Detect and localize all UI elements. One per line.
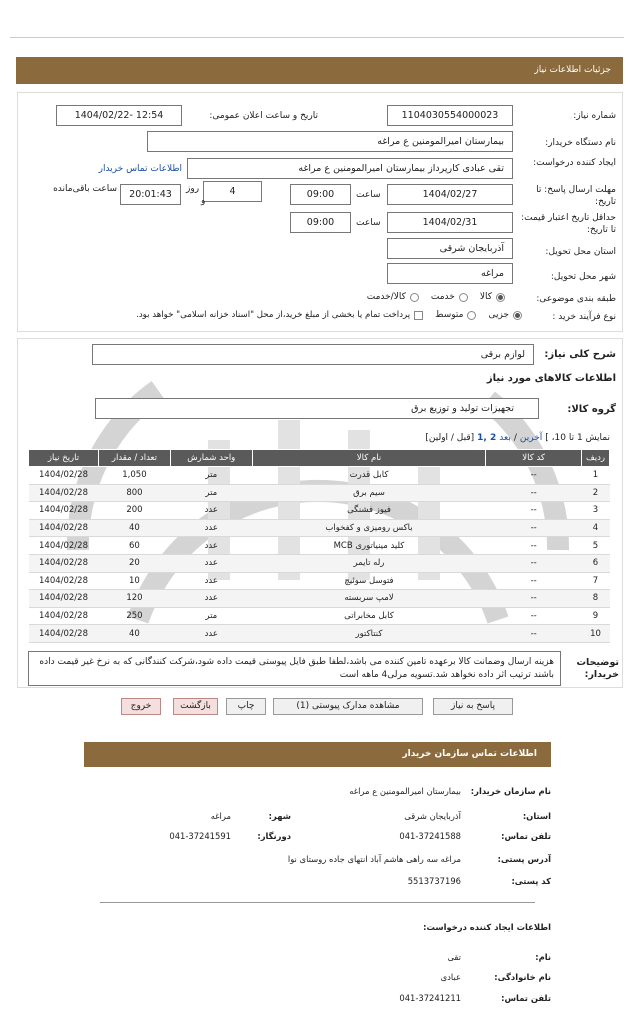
city-label: شهر محل تحویل: xyxy=(550,272,616,282)
contact-address-value: مراغه سه راهی هاشم آباد انتهای جاده روستای نوا xyxy=(287,854,461,864)
cell-unit: عدد xyxy=(170,625,252,643)
creator-info-title: اطلاعات ایجاد کننده درخواست: xyxy=(423,922,551,932)
cell-row-no: 7 xyxy=(582,572,610,590)
cell-unit: متر xyxy=(170,467,252,485)
top-divider xyxy=(10,37,624,38)
col-header-row-no: ردیف xyxy=(582,450,610,467)
buyer-org-field: بیمارستان امیرالمومنین ع مراغه xyxy=(147,131,513,152)
pagination-next-link[interactable]: بعد xyxy=(499,433,511,443)
validity-date-field: 1404/02/31 xyxy=(387,212,513,233)
buyer-contact-link[interactable]: اطلاعات تماس خریدار xyxy=(98,164,182,174)
cell-unit: متر xyxy=(170,607,252,625)
contact-city-value: مراغه xyxy=(210,811,231,821)
cell-row-no: 3 xyxy=(582,502,610,520)
remaining-label: ساعت باقی‌مانده xyxy=(53,184,117,194)
cell-name: کابل قدرت xyxy=(252,467,486,485)
cell-qty: 10 xyxy=(99,572,171,590)
cell-row-no: 5 xyxy=(582,537,610,555)
table-row xyxy=(29,484,610,502)
deadline-time-label: ساعت xyxy=(356,190,381,200)
cell-code: -- xyxy=(486,607,582,625)
print-button[interactable]: چاپ xyxy=(226,698,266,715)
cell-code: -- xyxy=(486,554,582,572)
summary-field: لوازم برقی xyxy=(92,344,534,365)
contact-title: اطلاعات تماس سازمان خریدار xyxy=(402,749,537,759)
pagination-pages[interactable]: 2 ,1 xyxy=(477,433,497,443)
col-header-unit: واحد شمارش xyxy=(170,450,252,467)
table-row xyxy=(29,502,610,520)
contact-province-value: آذربایجان شرقی xyxy=(404,811,461,821)
cell-unit: عدد xyxy=(170,502,252,520)
cell-code: -- xyxy=(486,502,582,520)
creator-name-value: تقی xyxy=(447,952,461,962)
table-row xyxy=(29,607,610,625)
table-row xyxy=(29,625,610,643)
view-attachments-button[interactable]: مشاهده مدارک پیوستی (1) xyxy=(273,698,423,715)
col-header-name: نام کالا xyxy=(252,450,486,467)
creator-field: تقی عبادی کارپرداز بیمارستان امیرالمومنین ع مراغه xyxy=(187,158,513,179)
need-number-field: 1104030554000023 xyxy=(387,105,513,126)
cell-row-no: 2 xyxy=(582,484,610,502)
cell-qty: 1,050 xyxy=(99,467,171,485)
org-label: نام سازمان خریدار: xyxy=(470,786,551,796)
contact-fax-label: دورنگار: xyxy=(257,831,291,841)
cell-name: فیوز فشنگی xyxy=(252,502,486,520)
cell-row-no: 6 xyxy=(582,554,610,572)
items-table-wrap xyxy=(28,449,610,643)
group-label: گروه کالا: xyxy=(567,404,616,415)
cell-date: 1404/02/28 xyxy=(29,502,99,520)
contact-divider xyxy=(100,902,535,903)
creator-phone-label: تلفن تماس: xyxy=(501,993,551,1003)
cell-qty: 60 xyxy=(99,537,171,555)
cell-date: 1404/02/28 xyxy=(29,484,99,502)
cell-qty: 40 xyxy=(99,625,171,643)
table-row xyxy=(29,467,610,485)
creator-phone-value: 041-37241211 xyxy=(399,993,461,1003)
and-label: و xyxy=(201,196,206,206)
deadline-date-field: 1404/02/27 xyxy=(387,184,513,205)
category-option-service[interactable]: خدمت xyxy=(431,292,468,302)
summary-label: شرح کلی نیاز: xyxy=(544,349,616,360)
table-row xyxy=(29,572,610,590)
org-value: بیمارستان امیرالمومنین ع مراغه xyxy=(349,786,461,796)
cell-unit: عدد xyxy=(170,590,252,608)
cell-name: کابل مخابراتی xyxy=(252,607,486,625)
cell-date: 1404/02/28 xyxy=(29,554,99,572)
buyer-notes-field: هزینه ارسال وضمانت کالا برعهده تامین کننده می باشد،لطفا طبق فایل پیوستی قیمت داده شود،شرکت کنندگانی که به نرخ غیر قیمت داده باشند ترتیب اثر داده نخواهد شد.تسویه مرلی4 ماهه است xyxy=(28,651,561,686)
back-button[interactable]: بازگشت xyxy=(173,698,218,715)
pagination-range: نمایش 1 تا 10، ] xyxy=(545,433,610,443)
cell-name: رله تایمر xyxy=(252,554,486,572)
cell-date: 1404/02/28 xyxy=(29,467,99,485)
deadline-time-field: 09:00 xyxy=(290,184,351,205)
validity-time-label: ساعت xyxy=(356,218,381,228)
cell-name: لامپ سربسته xyxy=(252,590,486,608)
cell-row-no: 8 xyxy=(582,590,610,608)
deadline-label: مهلت ارسال پاسخ: تا تاریخ: xyxy=(536,185,616,207)
announce-field: 1404/02/22- 12:54 xyxy=(56,105,182,126)
cell-date: 1404/02/28 xyxy=(29,537,99,555)
pagination: نمایش 1 تا 10، ] آخرین / بعد 2 ,1 [قبل / اولین] xyxy=(425,433,610,443)
cell-code: -- xyxy=(486,590,582,608)
creator-name-label: نام: xyxy=(535,952,551,962)
contact-fax-value: 041-37241591 xyxy=(169,831,231,841)
cell-name: کنتاکتور xyxy=(252,625,486,643)
cell-name: فتوسل سوئیچ xyxy=(252,572,486,590)
remaining-field: 20:01:43 xyxy=(120,184,181,205)
cell-date: 1404/02/28 xyxy=(29,590,99,608)
col-header-code: کد کالا xyxy=(486,450,582,467)
creator-family-label: نام خانوادگی: xyxy=(494,972,551,982)
days-field: 4 xyxy=(203,181,262,202)
cell-code: -- xyxy=(486,537,582,555)
process-option-minor[interactable]: جزیی xyxy=(488,310,522,320)
table-row xyxy=(29,519,610,537)
contact-address-label: آدرس پستی: xyxy=(497,854,551,864)
buyer-org-label: نام دستگاه خریدار: xyxy=(545,138,616,148)
pagination-last-link[interactable]: آخرین xyxy=(519,433,543,443)
contact-postal-value: 5513737196 xyxy=(407,876,461,886)
exit-button[interactable]: خروج xyxy=(121,698,161,715)
col-header-date: تاریخ نیاز xyxy=(29,450,99,467)
cell-qty: 200 xyxy=(99,502,171,520)
cell-unit: عدد xyxy=(170,519,252,537)
table-header-row xyxy=(29,450,610,467)
process-label: نوع فرآیند خرید : xyxy=(552,312,616,322)
city-field: مراغه xyxy=(387,263,513,284)
page-title: جزئیات اطلاعات نیاز xyxy=(534,65,611,75)
cell-row-no: 10 xyxy=(582,625,610,643)
page-header xyxy=(16,57,623,84)
buyer-notes-label: توضیحات خریدار: xyxy=(576,657,619,680)
cell-row-no: 9 xyxy=(582,607,610,625)
cell-unit: عدد xyxy=(170,572,252,590)
province-label: استان محل تحویل: xyxy=(545,247,616,257)
contact-postal-label: کد پستی: xyxy=(511,876,551,886)
contact-city-label: شهر: xyxy=(268,811,291,821)
process-option-medium[interactable]: متوسط xyxy=(435,310,476,320)
treasury-payment-option[interactable]: پرداخت تمام یا بخشی از مبلغ خرید،از محل "اسناد خزانه اسلامی" خواهد بود. xyxy=(136,310,423,320)
cell-qty: 40 xyxy=(99,519,171,537)
reply-button[interactable]: پاسخ به نیاز xyxy=(433,698,513,715)
pagination-prev-first: [قبل / اولین] xyxy=(425,433,475,443)
goods-section-title: اطلاعات کالاهای مورد نیاز xyxy=(486,373,616,384)
validity-time-field: 09:00 xyxy=(290,212,351,233)
cell-date: 1404/02/28 xyxy=(29,607,99,625)
cell-code: -- xyxy=(486,519,582,537)
items-table xyxy=(28,449,610,643)
validity-label: حداقل تاریخ اعتبار قیمت: تا تاریخ: xyxy=(521,213,616,235)
table-row xyxy=(29,537,610,555)
cell-code: -- xyxy=(486,625,582,643)
col-header-qty: تعداد / مقدار xyxy=(99,450,171,467)
cell-qty: 20 xyxy=(99,554,171,572)
cell-qty: 800 xyxy=(99,484,171,502)
cell-name: سیم برق xyxy=(252,484,486,502)
cell-unit: عدد xyxy=(170,537,252,555)
category-label: طبقه بندی موضوعی: xyxy=(536,294,616,304)
contact-phone-label: تلفن تماس: xyxy=(501,831,551,841)
contact-province-label: استان: xyxy=(522,811,551,821)
cell-name: کلید مینیاتوری MCB xyxy=(252,537,486,555)
group-field: تجهیزات تولید و توزیع برق xyxy=(95,398,539,419)
table-row xyxy=(29,590,610,608)
cell-code: -- xyxy=(486,572,582,590)
cell-date: 1404/02/28 xyxy=(29,572,99,590)
announce-label: تاریخ و ساعت اعلان عمومی: xyxy=(209,111,318,121)
creator-label: ایجاد کننده درخواست: xyxy=(533,158,616,168)
cell-code: -- xyxy=(486,484,582,502)
category-option-goods[interactable]: کالا xyxy=(480,292,505,302)
cell-unit: متر xyxy=(170,484,252,502)
cell-date: 1404/02/28 xyxy=(29,625,99,643)
days-label: روز xyxy=(186,184,200,194)
contact-header xyxy=(84,742,551,767)
cell-code: -- xyxy=(486,467,582,485)
cell-qty: 120 xyxy=(99,590,171,608)
need-number-label: شماره نیاز: xyxy=(573,111,616,121)
creator-family-value: عبادی xyxy=(440,972,461,982)
cell-name: باکس رومیزی و کفخواب xyxy=(252,519,486,537)
cell-unit: عدد xyxy=(170,554,252,572)
cell-row-no: 4 xyxy=(582,519,610,537)
cell-row-no: 1 xyxy=(582,467,610,485)
province-field: آذربایجان شرقی xyxy=(387,238,513,259)
table-row xyxy=(29,554,610,572)
contact-phone-value: 041-37241588 xyxy=(399,831,461,841)
cell-date: 1404/02/28 xyxy=(29,519,99,537)
category-option-both[interactable]: کالا/خدمت xyxy=(367,292,419,302)
cell-qty: 250 xyxy=(99,607,171,625)
